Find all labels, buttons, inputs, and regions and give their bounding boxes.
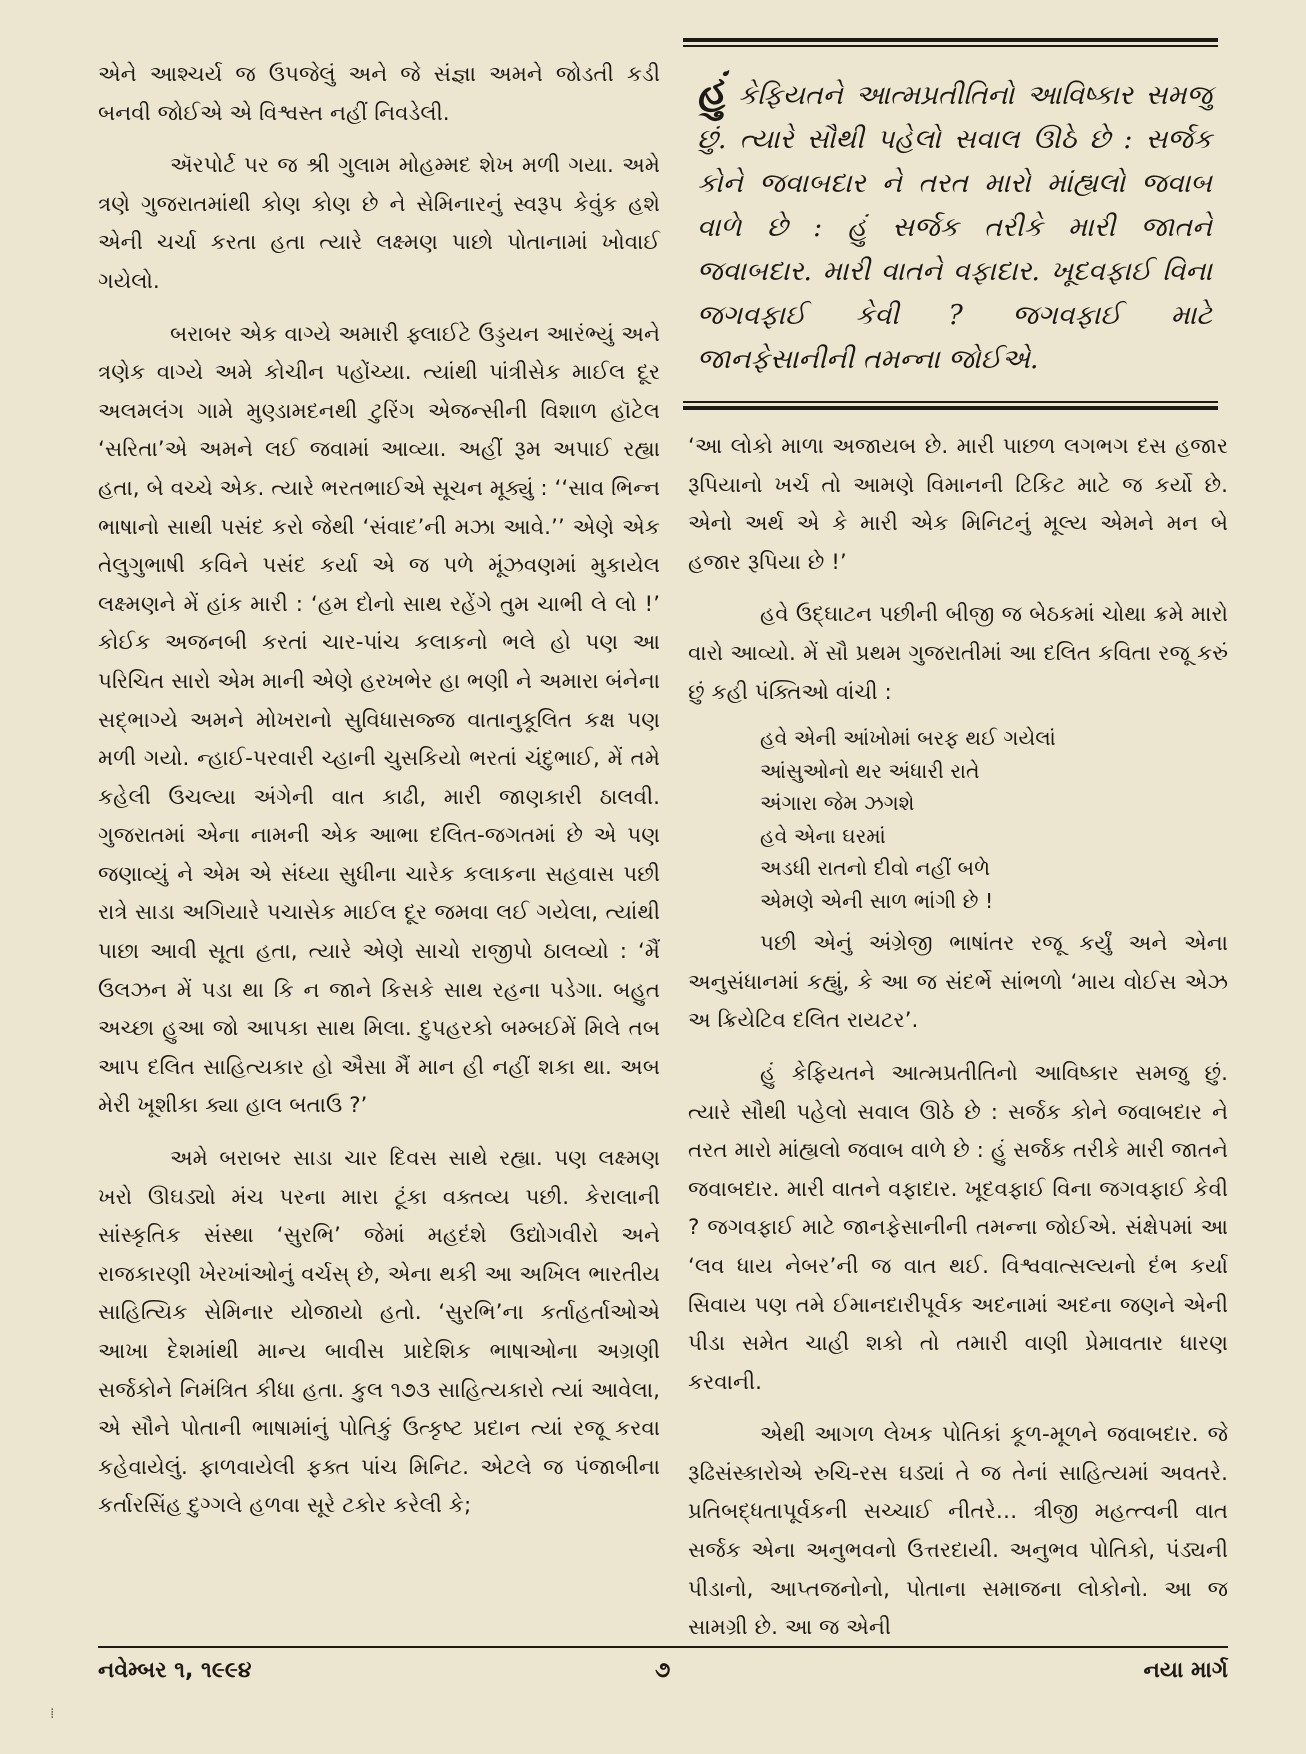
left-column [98,56,660,1526]
right-column [688,428,1228,1648]
poem-line: એમણે એની સાળ ભાંગી છે ! [760,888,994,913]
footer-rule [98,1646,1228,1648]
poem-line: આંસુઓનો થર અંધારી રાતે [760,758,980,783]
poem-line: અંગારા જેમ ઝગશે [760,791,915,816]
pull-quote-first-word: હું [697,67,726,114]
footer-date: નવેમ્બર ૧, ૧૯૯૪ [98,1658,252,1683]
publication-name: નયા માર્ગ [1143,1658,1228,1683]
paragraph: હું કેફિયતને આત્મપ્રતીતિનો આવિષ્કાર સમજુ છું. ત્યારે સૌથી પહેલો સવાલ ઊઠે છે : સર્જક કોને જવાબદાર ને તરત મારો માંહ્યલો જવાબ વાળે છે : હું સર્જક તરીકે મારી જાતને જવાબદાર. મારી વાતને વફાદાર. ખૂદવફાઈ વિના જગવફાઈ કેવી ? જગવફાઈ માટે જાનફેસાનીની તમન્ના જોઈએ. સંક્ષેપમાં આ ‘લવ ધાય નેબર’ની જ વાત થઈ. વિશ્વવાત્સલ્યનો દંભ કર્યા સિવાય પણ તમે ઈમાનદારીપૂર્વક અદનામાં અદના જણને એની પીડા સમેત ચાહી શકો તો તમારી વાણી પ્રેમાવતાર ધારણ કરવાની. [688,1060,1228,1395]
poem-line: હવે એની આંખોમાં બરફ થઈ ગયેલાં [760,726,1056,751]
paragraph: બરાબર એક વાગ્યે અમારી ફ્લાઈટે ઉડ્ડયન આરંભ્યું અને ત્રણેક વાગ્યે અમે કોચીન પહોંચ્યા. ત્યાંથી પાંત્રીસેક માઈલ દૂર અલમલંગ ગામે મુણ્ડામદનથી ટુરિંગ એજન્સીની વિશાળ હૉટેલ ‘સરિતા’એ અમને લઈ જવામાં આવ્યા. અહીં રૂમ અપાઈ રહ્યા હતા, બે વચ્ચે એક. ત્યારે ભરતભાઈએ સૂચન મૂક્યું : ‘‘સાવ ભિન્ન ભાષાનો સાથી પસંદ કરો જેથી ‘સંવાદ’ની મઝા આવે.’’ એણે એક તેલુગુભાષી કવિને પસંદ કર્યા એ જ પળે મૂંઝવણમાં મુકાયેલ લક્ષ્મણને મેં હાંક મારી : ‘હમ દોનો સાથ રહેંગે તુમ ચાભી લે લો !’ કોઈક અજનબી કરતાં ચાર-પાંચ કલાકનો ભલે હો પણ આ પરિચિત સારો એમ માની એણે હરખભેર હા ભણી ને અમારા બંનેના સદ્‌ભાગ્યે અમને મોખરાનો સુવિધાસજ્જ વાતાનુકૂલિત કક્ષ પણ મળી ગયો. ન્હાઈ-પરવારી ચ્હાની ચુસકિયો ભરતાં ચંદુભાઈ, મેં તમે કહેલી ઉચલ્યા અંગેની વાત કાઢી, મારી જાણકારી ઠાલવી. ગુજરાતમાં એના નામની એક આભા દલિત-જગતમાં છે એ પણ જણાવ્યું ને એમ એ સંધ્યા સુધીના ચારેક કલાકના સહવાસ પછી રાત્રે સાડા અગિયારે પચાસેક માઈલ દૂર જમવા લઈ ગયેલા, ત્યાંથી પાછા આવી સૂતા હતા, ત્યારે એણે સાચો રાજીપો ઠાલવ્યો : ‘મૈં ઉલઝન મેં પડા થા કિ ન જાને કિસકે સાથ રહના પડેગા. બહુત અચ્છા હુઆ જો આપકા સાથ મિલા. દુપહરકો બમ્બઈમેં મિલે તબ આપ દલિત સાહિત્યકાર હો ઐસા મૈં માન હી નહીં શકા થા. અબ મેરી ખૂશીકા ક્યા હાલ બતાઉ ?’ [98,321,660,1119]
paragraph: ‘આ લોકો માળા અજાયબ છે. મારી પાછળ લગભગ દસ હજાર રૂપિયાનો ખર્ચ તો આમણે વિમાનની ટિકિટ માટે જ કર્યો છે. એનો અર્થ એ કે મારી એક મિનિટનું મૂલ્ય એમને મન બે હજાર રૂપિયા છે !’ [688,434,1228,575]
paragraph: એને આશ્ચર્ય જ ઉપજેલું અને જે સંજ્ઞા અમને જોડતી કડી બનવી જોઈએ એ વિશ્વસ્ત નહીં નિવડેલી. [98,62,660,126]
pull-quote-box [683,38,1218,410]
poem-line: હવે એના ઘરમાં [760,823,886,848]
paragraph: એથી આગળ લેખક પોતિકાં કૂળ-મૂળને જવાબદાર. જે રૂઢિસંસ્કારોએ રુચિ-રસ ઘડ્યાં તે જ તેનાં સાહિત્યમાં અવતરે. પ્રતિબદ્ધતાપૂર્વકની સચ્ચાઈ નીતરે… ત્રીજી મહત્ત્વની વાત સર્જક એના અનુભવનો ઉત્તરદાયી. અનુભવ પોતિકો, પંડ્યની પીડાનો, આપ્તજનોનો, પોતાના સમાજના લોકોનો. આ જ સામગ્રી છે. આ જ એની [688,1422,1228,1641]
paragraph: ઍરપોર્ટ પર જ શ્રી ગુલામ મોહમ્મદ શેખ મળી ગયા. અમે ત્રણે ગુજરાતમાંથી કોણ કોણ છે ને સેમિનારનું સ્વરૂપ કેવુંક હશે એની ચર્ચા કરતા હતા ત્યારે લક્ષ્મણ પાછો પોતાનામાં ખોવાઈ ગયેલો. [98,153,660,294]
paragraph: પછી એનું અંગ્રેજી ભાષાંતર રજૂ કર્યું અને એના અનુસંધાનમાં કહ્યું, કે આ જ સંદર્ભે સાંભળો ‘માય વોઈસ એઝ અ ક્રિયેટિવ દલિત રાયટર’. [688,931,1228,1034]
paragraph: અમે બરાબર સાડા ચાર દિવસ સાથે રહ્યા. પણ લક્ષ્મણ ખરો ઊઘડ્યો મંચ પરના મારા ટૂંકા વક્તવ્ય પછી. કેરાલાની સાંસ્કૃતિક સંસ્થા ‘સુરભિ’ જેમાં મહદંશે ઉદ્યોગવીરો અને રાજકારણી ખેરખાંઓનું વર્ચસ્ છે, એના થકી આ અખિલ ભારતીય સાહિત્યિક સેમિનાર યોજાયો હતો. ‘સુરભિ’ના કર્તાહર્તાઓએ આખા દેશમાંથી માન્ય બાવીસ પ્રાદેશિક ભાષાઓના અગ્રણી સર્જકોને નિમંત્રિત કીધા હતા. કુલ ૧૭૩ સાહિત્યકારો ત્યાં આવેલા, એ સૌને પોતાની ભાષામાંનું પોતિકું ઉત્કૃષ્ટ પ્રદાન ત્યાં રજૂ કરવા કહેવાયેલું. ફાળવાયેલી ફક્ત પાંચ મિનિટ. એટલે જ પંજાબીના કર્તારસિંહ દુગ્ગલે હળવા સૂરે ટકોર કરેલી કે; [98,1146,660,1519]
page-number: ૭ [655,1658,671,1683]
poem-line: અડધી રાતનો દીવો નહીં બળે [760,856,991,881]
pull-quote-bottom-rule [683,401,1218,410]
scan-edge-mark: ⁞ [50,1706,55,1722]
pull-quote-body: કેફિયતને આત્મપ્રતીતિનો આવિષ્કાર સમજુ છું. ત્યારે સૌથી પહેલો સવાલ ઊઠે છે : સર્જક કોને જવાબદાર ને તરત મારો માંહ્યલો જવાબ વાળે છે : હું સર્જક તરીકે મારી જાતને જવાબદાર. મારી વાતને વફાદાર. ખૂદવફાઈ વિના જગવફાઈ કેવી ? જગવફાઈ માટે જાનફેસાનીની તમન્ના જોઈએ. [697,80,1212,375]
paragraph: હવે ઉદ્‌ઘાટન પછીની બીજી જ બેઠકમાં ચોથા ક્રમે મારો વારો આવ્યો. મેં સૌ પ્રથમ ગુજરાતીમાં આ દલિત કવિતા રજૂ કરું છું કહી પંક્તિઓ વાંચી : [688,602,1228,705]
pull-quote-top-rule [683,38,1218,47]
poem [760,722,1228,917]
pull-quote-text [697,69,1212,382]
